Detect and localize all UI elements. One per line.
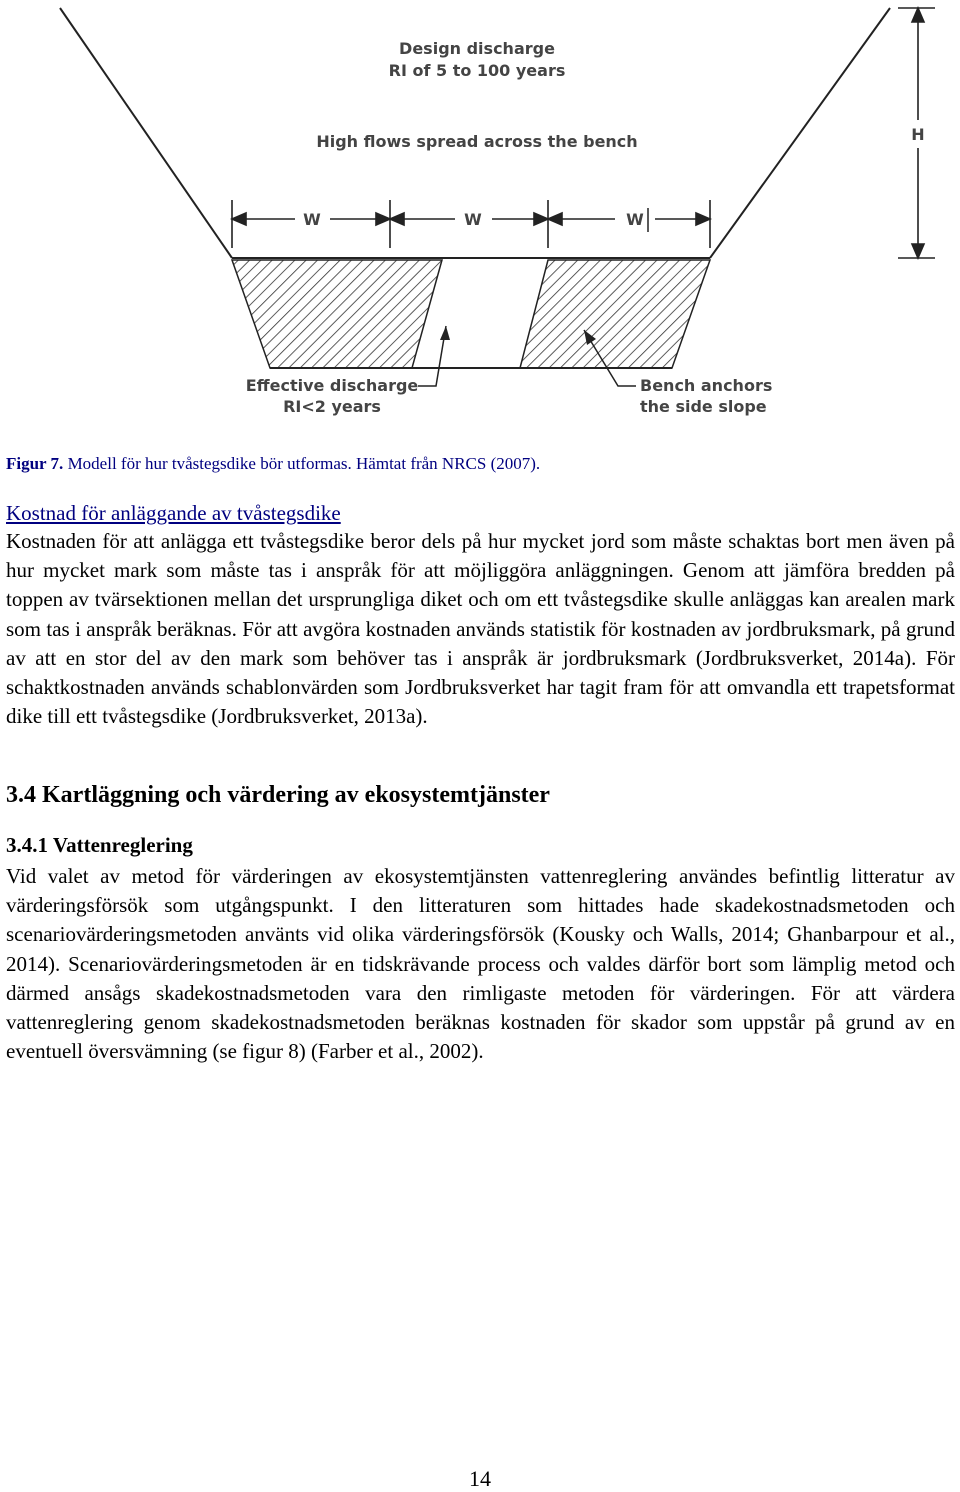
two-stage-ditch-diagram [0, 0, 960, 430]
section-title: Kostnad för anläggande av tvåstegsdike [6, 501, 341, 525]
heading-ecosystem-services: 3.4 Kartläggning och värdering av ekosystemtjänster [6, 782, 550, 808]
height-label: H [911, 125, 925, 144]
bench-anchors-side-slope: the side slope [640, 397, 767, 416]
effective-discharge-leader [418, 326, 446, 386]
figure-caption [6, 454, 540, 474]
width-label-right: W [626, 210, 644, 229]
high-flows-label: High flows spread across the bench [316, 132, 638, 151]
paragraph-cost: Kostnaden för att anlägga ett tvåstegsdike beror dels på hur mycket jord som måste schaktas bort men även på hur mycket mark som måste tas i anspråk för att möjliggöra anläggningen. Genom att jämföra bredden på toppen av tvärsektionen mellan det ursprungliga diket och om ett tvåstegsdike skulle anläggas kan arealen mark som tas i anspråk beräknas. För att avgöra kostnaden används statistik för kostnaden av jordbruksmark, på grund av att en stor del av den mark som behöver tas i anspråk är jordbruksmark (Jordbruksverket, 2014a). För schaktkostnaden används schablonvärden som Jordbruksverket har tagit fram för att omvandla ett trapetsformat dike till ett tvåstegsdike (Jordbruksverket, 2013a). [6, 529, 955, 729]
heading-water-regulation: 3.4.1 Vattenreglering [6, 833, 193, 857]
right-bench-hatch [520, 260, 710, 368]
figure-caption-text: Modell för hur tvåstegsdike bör utformas. Hämtat från NRCS (2007). [63, 454, 541, 473]
paragraph-water-regulation: Vid valet av metod för värderingen av ekosystemtjänsten vattenreglering användes befintlig litteratur av värderingsförsök som utgångspunkt. I den litteraturen som hittades hade skadekostnadsmetoden och scenariovärderingsmetoden använts vid olika värderingsförsök (Kousky och Walls, 2014; Ghanbarpour et al., 2014). Scenariovärderingsmetoden är en tidskrävande process och valdes därför bort som lämplig metod och därmed ansågs skadekostnadsmetoden vara den rimligaste metoden för värderingen. För att värdera vattenreglering genom skadekostnadsmetoden beräknas kostnaden för skador som uppstår på grund av en eventuell översvämning (se figur 8) (Farber et al., 2002). [6, 864, 955, 1064]
width-label-middle: W [464, 210, 482, 229]
design-discharge-label: Design discharge [399, 39, 555, 58]
design-discharge-ri: RI of 5 to 100 years [388, 61, 566, 80]
left-slope-line [60, 8, 232, 258]
left-bench-hatch [232, 260, 442, 368]
effective-discharge-label: Effective discharge [245, 376, 419, 395]
page-number: 14 [469, 1466, 491, 1491]
width-label-left: W [303, 210, 321, 229]
right-slope-line [710, 8, 890, 258]
bench-anchors-label: Bench anchors [640, 376, 773, 395]
effective-discharge-ri: RI<2 years [283, 397, 381, 416]
figure-caption-label: Figur 7. [6, 454, 64, 473]
